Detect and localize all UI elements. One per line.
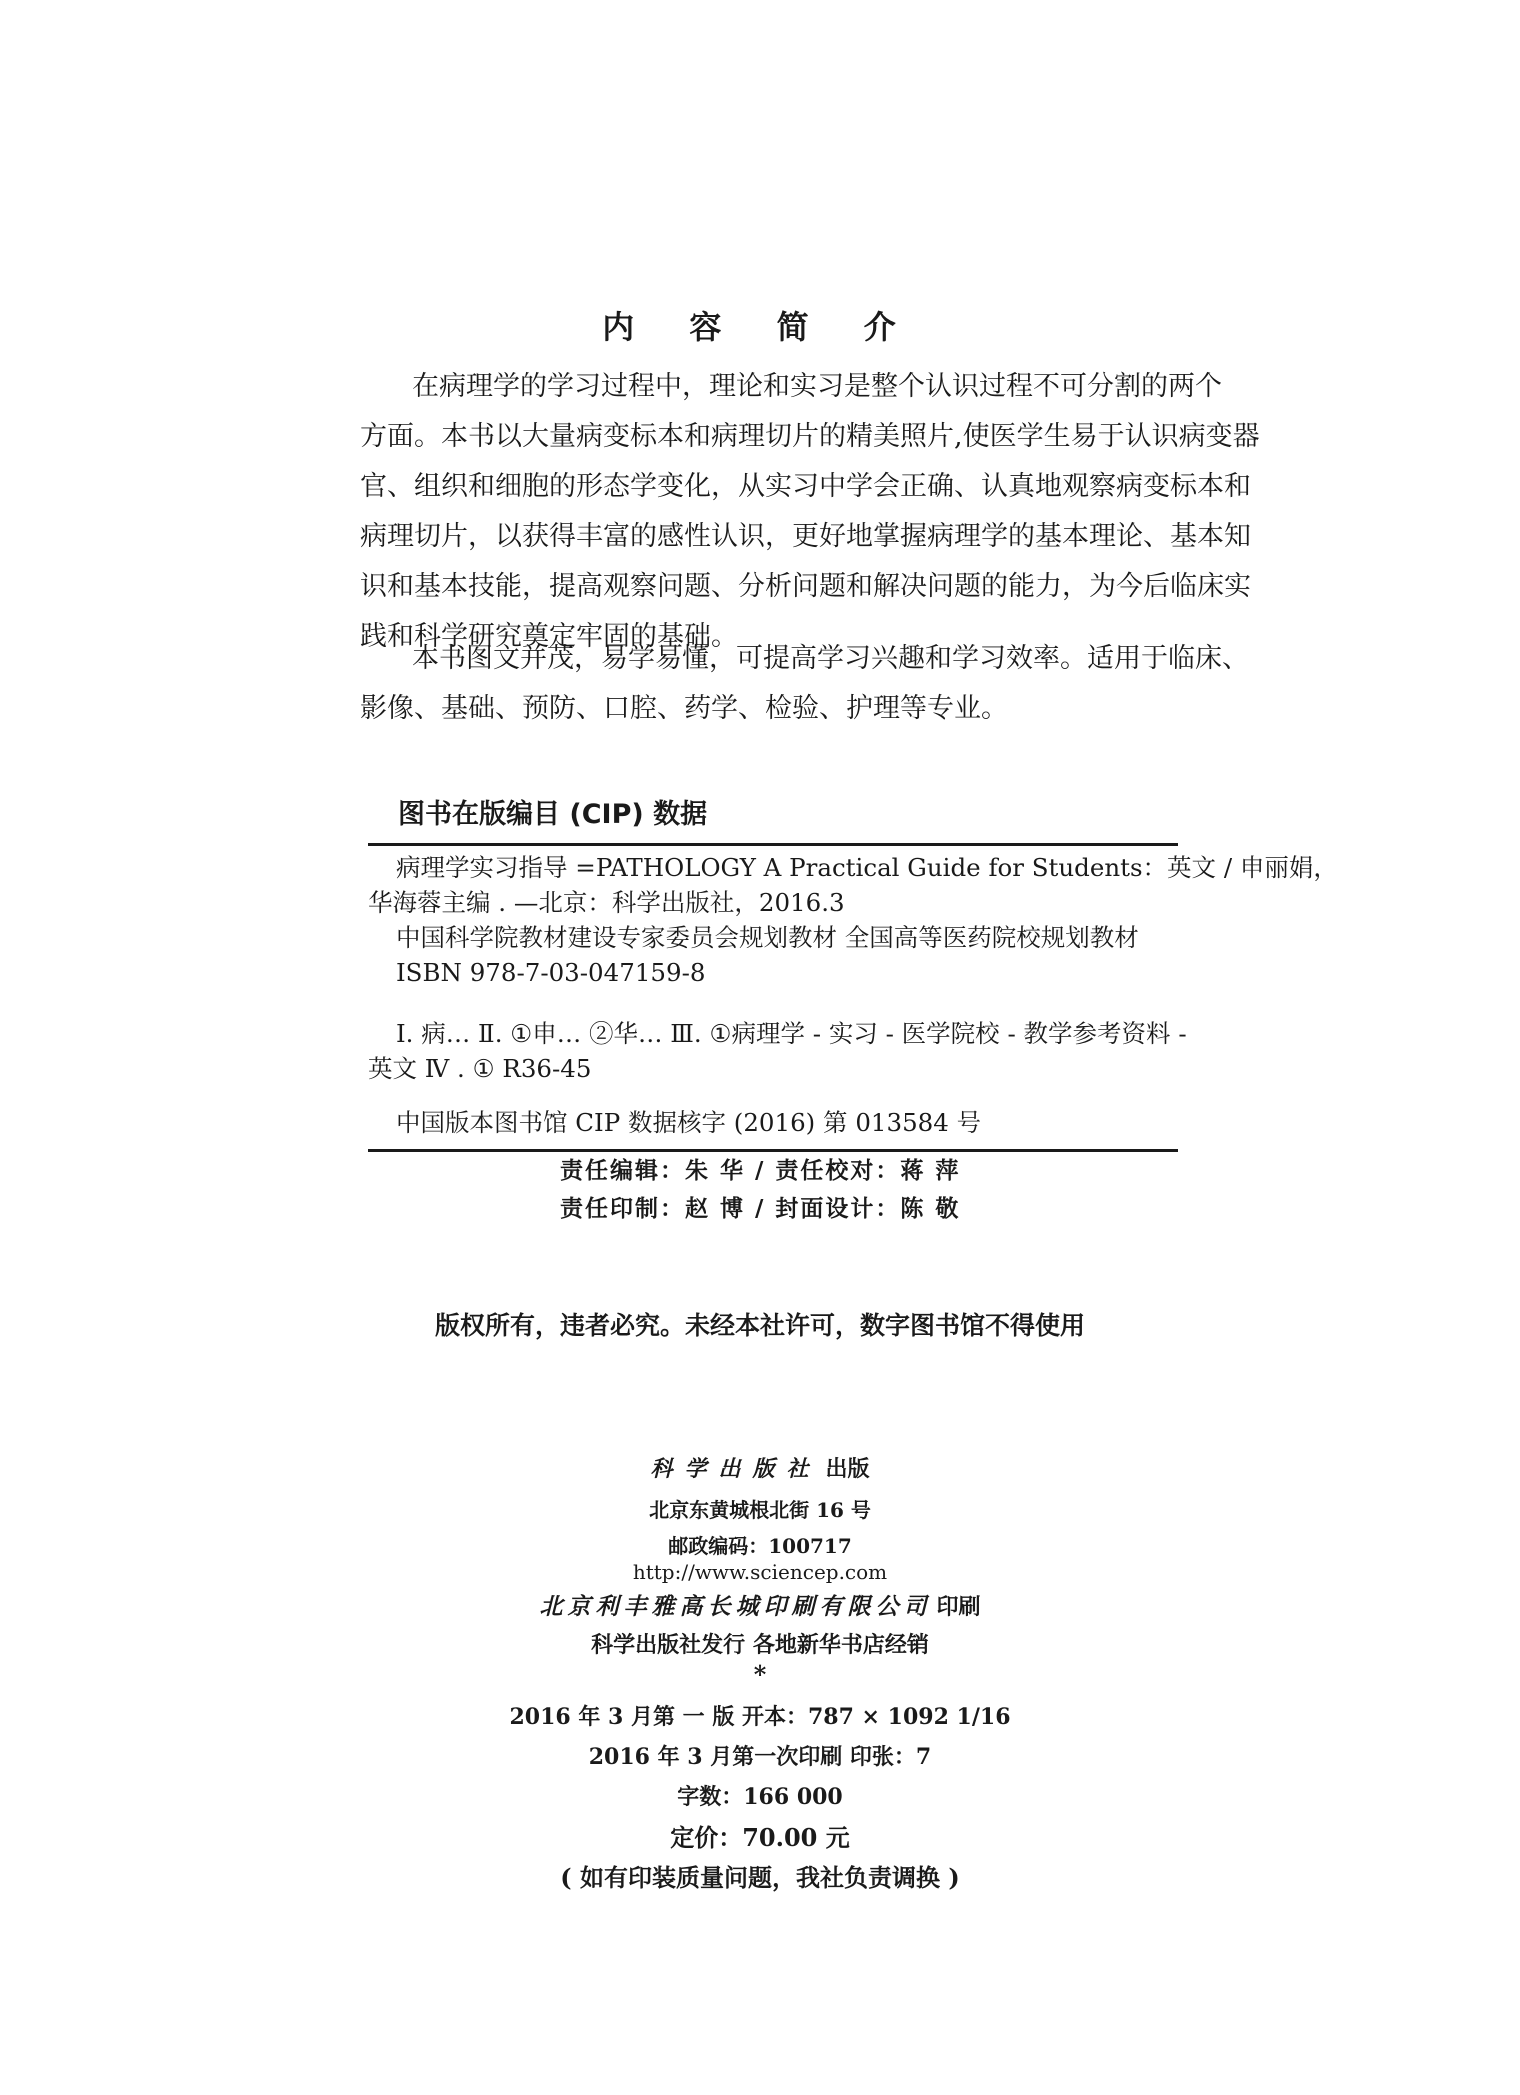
- cip-entry: [368, 850, 1338, 990]
- intro-line: 践和科学研究奠定牢固的基础。: [360, 621, 738, 652]
- publisher-line: [0, 1452, 1520, 1494]
- address: 北京东黄城根北街 16 号: [649, 1498, 871, 1522]
- printer-suffix: 印刷: [936, 1594, 981, 1620]
- copyright-notice: 版权所有，违者必究。未经本社许可，数字图书馆不得使用: [434, 1311, 1085, 1340]
- intro-line: 病理切片，以获得丰富的感性认识，更好地掌握病理学的基本理论、基本知: [360, 521, 1251, 552]
- imprint: [0, 1452, 1520, 1898]
- credits: [560, 1152, 960, 1228]
- credits-line: 责任编辑：朱 华 / 责任校对：蒋 萍: [560, 1158, 961, 1184]
- intro-paragraph-2: [360, 634, 1249, 734]
- publisher-suffix: 出版: [825, 1456, 870, 1482]
- intro-line: 识和基本技能，提高观察问题、分析问题和解决问题的能力，为今后临床实: [360, 571, 1251, 602]
- cip-heading: 图书在版编目 (CIP) 数据: [398, 799, 708, 830]
- edition-info: 2016 年 3 月第 一 版 开本：787 × 1092 1/16: [509, 1704, 1011, 1730]
- cip-line: ISBN 978-7-03-047159-8: [396, 958, 706, 987]
- website: http://www.sciencep.com: [632, 1560, 888, 1584]
- credits-line: 责任印制：赵 博 / 封面设计：陈 敬: [560, 1196, 961, 1222]
- cip-line: Ⅰ. 病… Ⅱ. ①申… ②华… Ⅲ. ①病理学 - 实习 - 医学院校 - 教学参考资料 -: [396, 1019, 1187, 1048]
- intro-line: 在病理学的学习过程中，理论和实习是整个认识过程不可分割的两个: [412, 371, 1222, 402]
- cip-top-rule: [368, 843, 1178, 846]
- cip-line: 英文 Ⅳ . ① R36-45: [368, 1054, 592, 1083]
- printing-info: 2016 年 3 月第一次印刷 印张：7: [588, 1744, 932, 1770]
- cip-verification: [368, 1105, 1178, 1140]
- word-count: 字数：166 000: [677, 1784, 843, 1810]
- intro-line: 方面。本书以大量病变标本和病理切片的精美照片,使医学生易于认识病变器: [360, 421, 1260, 452]
- replacement-note: ( 如有印装质量问题，我社负责调换 ): [560, 1863, 960, 1892]
- cip-line: 中国科学院教材建设专家委员会规划教材 全国高等医药院校规划教材: [396, 923, 1139, 952]
- printer-line: [0, 1588, 1520, 1628]
- intro-paragraph-1: [360, 362, 1260, 662]
- page-title: 内 容 简 介: [602, 308, 918, 346]
- price: 定价：70.00 元: [670, 1823, 850, 1852]
- intro-line: 官、组织和细胞的形态学变化，从实习中学会正确、认真地观察病变标本和: [360, 471, 1251, 502]
- separator-asterisk: *: [753, 1660, 767, 1689]
- printer-name: 北京利丰雅高长城印刷有限公司: [539, 1593, 932, 1620]
- cip-classification: [368, 1016, 1187, 1086]
- cip-line: 华海蓉主编 . —北京：科学出版社，2016.3: [368, 888, 845, 917]
- publisher-name: 科学出版社: [650, 1456, 821, 1482]
- cip-line: 中国版本图书馆 CIP 数据核字 (2016) 第 013584 号: [396, 1108, 982, 1137]
- postcode: 邮政编码：100717: [668, 1534, 852, 1558]
- distribution: 科学出版社发行 各地新华书店经销: [591, 1632, 929, 1658]
- intro-line: 影像、基础、预防、口腔、药学、检验、护理等专业。: [360, 693, 1008, 724]
- intro-line: 本书图文并茂，易学易懂，可提高学习兴趣和学习效率。适用于临床、: [412, 643, 1249, 674]
- cip-line: 病理学实习指导 =PATHOLOGY A Practical Guide for Students：英文 / 申丽娟，: [396, 853, 1338, 882]
